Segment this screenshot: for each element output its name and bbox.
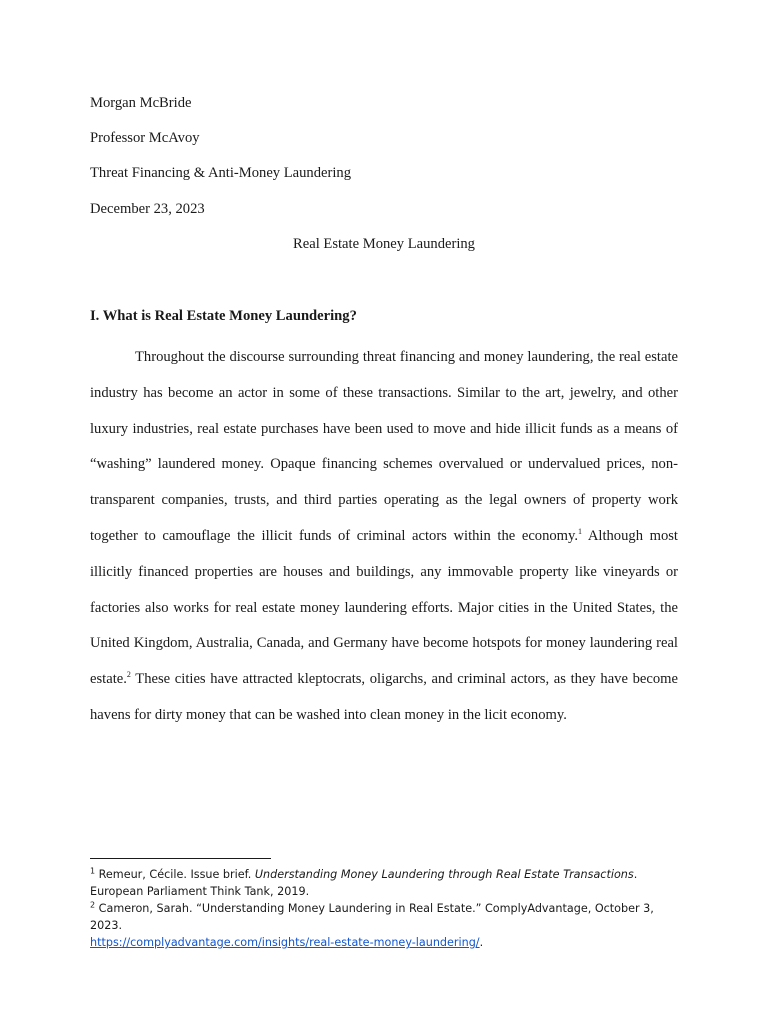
footnotes [90,866,680,951]
footnote-separator [90,858,271,859]
paragraph-text-part-3: These cities have attracted kleptocrats, oligarchs, and criminal actors, as they have become havens for dirty money that can be washed into clean money in the licit economy. [90,671,678,723]
footnote-1 [90,866,680,900]
footnote-1-source-title: Understanding Money Laundering through Real Estate Transactions [254,868,634,881]
document-date: December 23, 2023 [90,201,205,217]
paragraph-text-part-2: Although most illicitly financed properties are houses and buildings, any immovable property like vineyards or factories also works for real estate money laundering efforts. Major cities in the United States, the United Kingdom, Australia, Canada, and Germany have become hotspots for money laundering real estate. [90,527,678,688]
author-name: Morgan McBride [90,95,192,111]
document-title: Real Estate Money Laundering [293,236,475,252]
footnote-2-period: . [479,936,484,949]
body-paragraph [90,340,678,734]
section-heading: I. What is Real Estate Money Laundering? [90,308,357,324]
footnote-1-number: 1 [90,866,96,876]
footnote-1-citation: Remeur, Cécile. Issue brief. [95,868,255,881]
footnote-ref-1[interactable]: 1 [578,527,583,537]
footnote-1-publisher: . European Parliament Think Tank, 2019. [90,868,638,898]
course-name: Threat Financing & Anti-Money Laundering [90,165,352,181]
footnote-2-citation: Cameron, Sarah. “Understanding Money Laundering in Real Estate.” ComplyAdvantage, October 3, 2023. [90,902,654,932]
paragraph-text-part-1: Throughout the discourse surrounding threat financing and money laundering, the real estate industry has become an actor in some of these transactions. Similar to the art, jewelry, and other luxury industries, real estate purchases have been used to move and hide illicit funds as a means of “washing” laundered money. Opaque financing schemes overvalued or undervalued prices, non-transparent companies, trusts, and third parties operating as the legal owners of property work together to camouflage the illicit funds of criminal actors within the economy. [90,349,678,544]
footnote-2-link[interactable]: https://complyadvantage.com/insights/real-estate-money-laundering/ [90,936,480,949]
footnote-ref-2[interactable]: 2 [126,670,131,680]
footnote-2-number: 2 [90,900,96,910]
footnote-2 [90,900,680,951]
professor-name: Professor McAvoy [90,130,200,146]
